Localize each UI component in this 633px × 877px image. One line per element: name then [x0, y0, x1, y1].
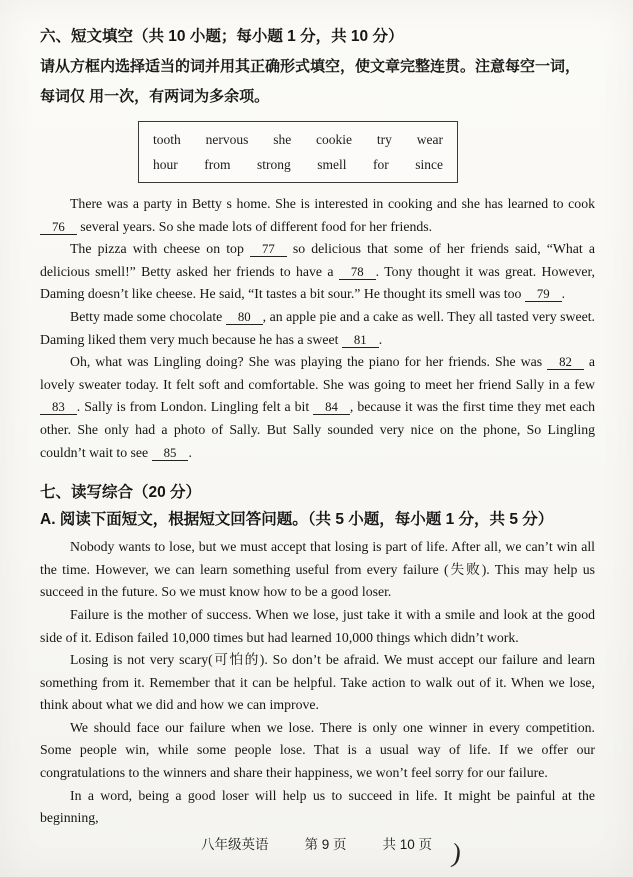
passage-text: Betty made some chocolate [70, 308, 226, 324]
passage-text: . [188, 444, 192, 460]
reading-paragraph: We should face our failure when we lose. There is only one winner in every competition. Some people win, while some people lose. That is a usual way of life. If we offer our congratulations to the winners and share their happiness, we won’t feel sorry for our failure. [40, 719, 595, 781]
section7-heading: 七、读写综合（20 分） [40, 484, 202, 502]
passage-text: . Sally is from London. Lingling felt a bit [76, 399, 314, 415]
blank-84: 84 [313, 400, 350, 415]
blank-76: 76 [40, 220, 77, 235]
word-option: hour [153, 157, 178, 172]
cloze-paragraph [40, 193, 595, 238]
blank-85: 85 [152, 446, 189, 461]
blank-79: 79 [525, 287, 562, 302]
word-box-row [153, 127, 443, 152]
cloze-paragraph [40, 238, 595, 306]
section6-instruction-line1: 请从方框内选择适当的词并用其正确形式填空，使文章完整连贯。注意每空一词， [40, 58, 581, 75]
word-box [138, 121, 458, 183]
cloze-paragraph [40, 306, 595, 351]
passage-text: . [378, 331, 383, 347]
footer-page-number: 第 9 页 [304, 837, 347, 852]
reading-paragraph: Failure is the mother of success. When we lose, just take it with a smile and look at the good side of it. Edison failed 10,000 times but had learned 10,000 things which didn’t work. [40, 606, 595, 645]
blank-81: 81 [342, 333, 379, 348]
blank-83: 83 [40, 400, 77, 415]
passage-text: so delicious that some of her friends said, “What a delicious smell!” Betty asked her friends to have a [40, 241, 595, 279]
word-option: smell [317, 157, 347, 172]
section7 [40, 479, 595, 830]
passage-text: a lovely sweater today. It felt soft and comfortable. She was going to meet her friend Sally in a few [40, 354, 595, 392]
word-box-row [153, 152, 443, 177]
word-option: strong [257, 157, 291, 172]
word-option: wear [416, 132, 443, 147]
blank-80: 80 [226, 310, 263, 325]
reading-paragraph: In a word, being a good loser will help us to succeed in life. It might be painful at the beginning, [40, 787, 595, 826]
passage-text: , because it was the first time they met each other. She only had a photo of Sally. But Sally sounded very nice on the phone, So Lingling couldn’t wait to see [40, 399, 595, 460]
passage-text: Oh, what was Lingling doing? She was playing the piano for her friends. She was [70, 354, 548, 370]
blank-77: 77 [250, 242, 287, 257]
passage-text: The pizza with cheese on top [70, 241, 250, 257]
word-option: try [376, 132, 392, 147]
word-option: for [373, 157, 389, 172]
section7-subheading: A. 阅读下面短文，根据短文回答问题。（共 5 小题，每小题 1 分，共 5 分） [40, 511, 554, 529]
footer-course: 八年级英语 [200, 837, 269, 852]
passage-text: several years. So she made lots of different food for her friends. [76, 218, 433, 234]
section6-instruction-line2: 每词仅 用一次，有两词为多余项。 [40, 88, 270, 105]
footer-total-pages: 共 10 页 [382, 837, 433, 852]
reading-passage [40, 536, 595, 830]
blank-78: 78 [339, 265, 376, 280]
word-option: from [204, 157, 231, 172]
passage-text: , an apple pie and a cake as well. They all tasted very sweet. Daming liked them very much because he has a sweet [40, 308, 595, 347]
passage-text: . Tony thought it was great. However, Daming doesn’t like cheese. He said, “It tastes a bit sour.” He thought its smell was too [40, 263, 595, 302]
word-option: since [415, 157, 443, 172]
reading-paragraph: Nobody wants to lose, but we must accept that losing is part of life. After all, we can’t win all the time. However, we can learn something useful from every failure (失败). This may help us succeed in the future. So we must know how to be a good loser. [40, 539, 595, 600]
passage-text: . [561, 286, 566, 302]
passage-text: There was a party in Betty s home. She is interested in cooking and she has learned to cook [70, 196, 595, 211]
word-option: tooth [153, 132, 181, 147]
word-option: cookie [316, 132, 353, 147]
word-option: she [273, 132, 292, 147]
word-option: nervous [205, 132, 249, 147]
cloze-passage [40, 193, 595, 464]
reading-paragraph: Losing is not very scary(可怕的). So don’t be afraid. We must accept our failure and learn something from it. Remember that it can be helpful. Take action to walk out of it. When we lose, think about what we did and how we can improve. [40, 652, 595, 713]
stray-pen-mark: ) [449, 837, 464, 869]
page-footer [0, 833, 633, 853]
section6-heading: 六、短文填空（共 10 小题；每小题 1 分，共 10 分） [40, 28, 404, 45]
cloze-paragraph [40, 351, 595, 464]
blank-82: 82 [547, 355, 584, 370]
